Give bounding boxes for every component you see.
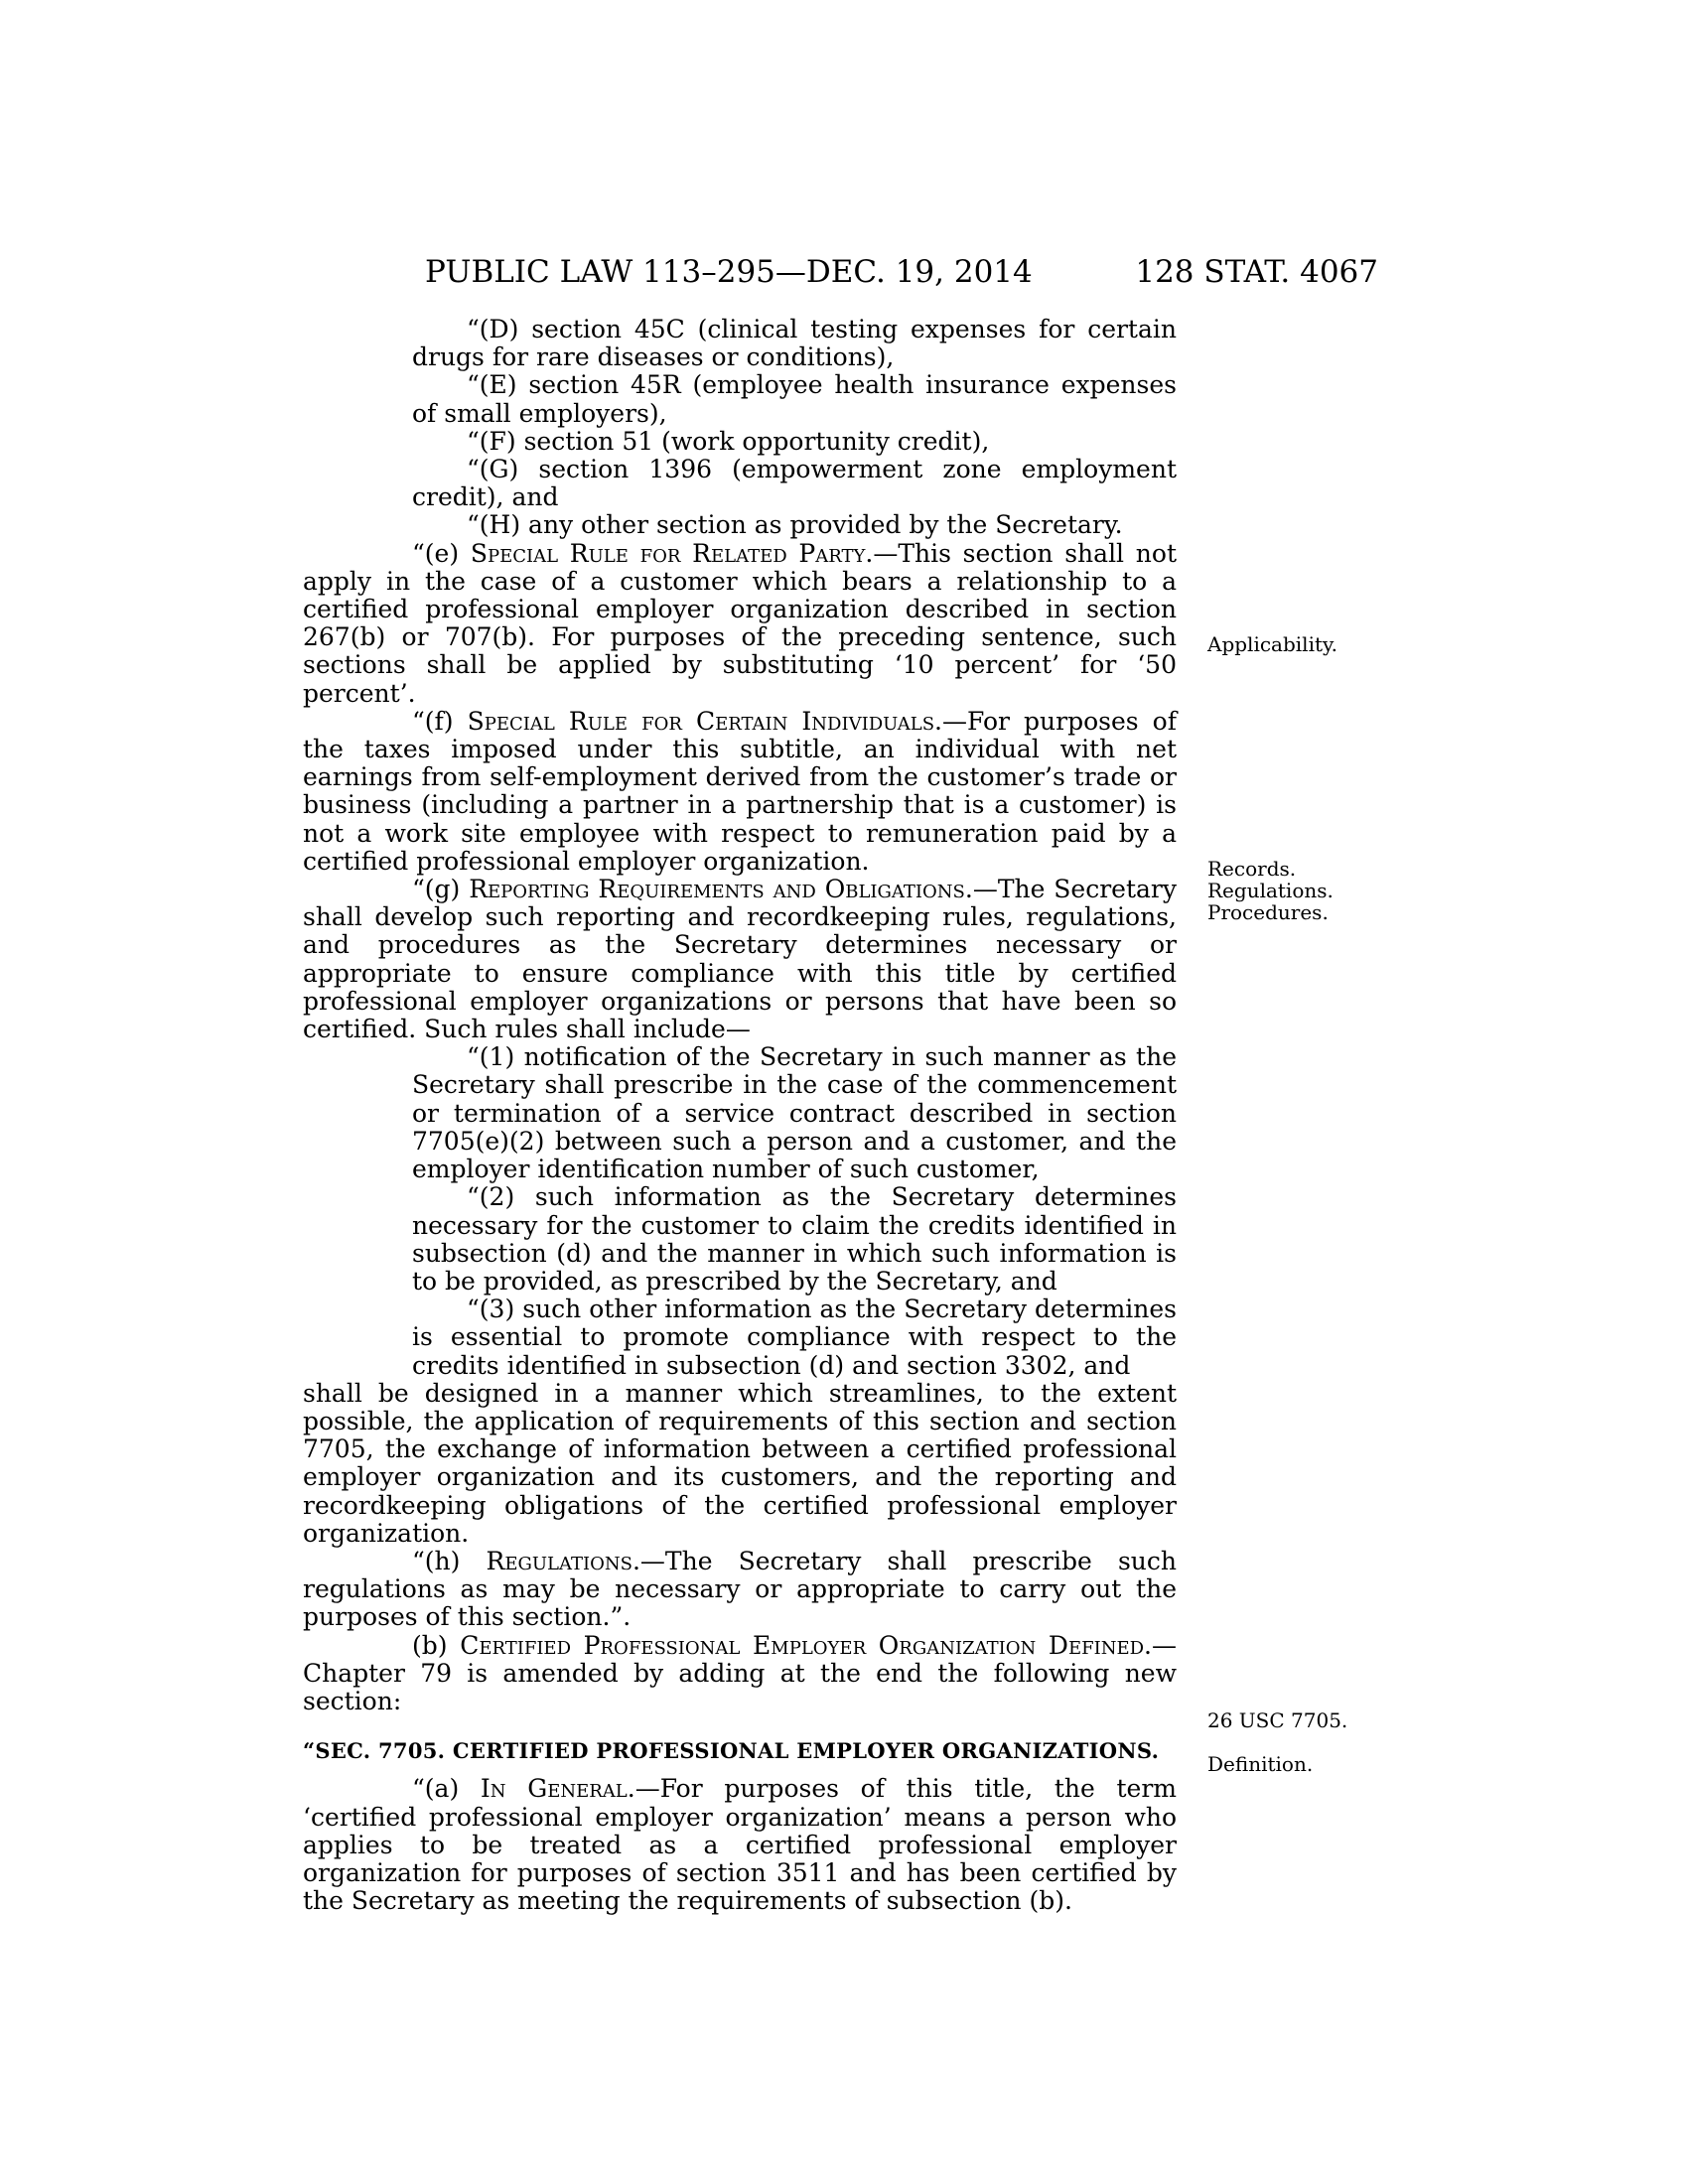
subsection-a: “(a) In General.—For purposes of this title, the term ‘certified professional employer organization’ means a person who applies to be treated as a certified professional employer organization for purposes of section 3511 and has been certified by the Secretary as meeting the requirements of subsection (b). xyxy=(303,1774,1178,1916)
subsection-e: “(e) Special Rule for Related Party.—This section shall not apply in the case of a customer which bears a relationship to a certified professional employer organization described in section 267(b) or 707(b). For purposes of the preceding sentence, such sections shall be applied by substituting ‘10 percent’ for ‘50 percent’. xyxy=(303,538,1177,708)
subsection-f: “(f) Special Rule for Certain Individuals.—For purposes of the taxes imposed under this subtitle, an individual with net earnings from self-employment derived from the customer’s trade or business (including a partner in a partnership that is a customer) is not a work site employee with respect to remuneration paid by a certified professional employer organization. xyxy=(303,706,1177,876)
law-date-header: PUBLIC LAW 113–295—DEC. 19, 2014 xyxy=(425,254,1033,290)
subsection-g: “(g) Reporting Requirements and Obligations.—The Secretary shall develop such reporting and recordkeeping rules, regulations, and procedures as the Secretary determines necessary or appropriate to ensure compliance with this title by certified professional employer organizations or persons that have been so certified. Such rules shall include— xyxy=(303,875,1177,1044)
item-h: “(H) any other section as provided by the Secretary. xyxy=(467,510,1123,540)
subsection-e-heading: Special Rule for Related Party xyxy=(470,538,866,568)
item-g: “(G) section 1396 (empowerment zone employment credit), and xyxy=(412,455,1177,512)
margin-note-regulations: Regulations. xyxy=(1207,879,1334,902)
item-f: “(F) section 51 (work opportunity credit), xyxy=(467,426,990,456)
subsection-h-heading: Regulations xyxy=(486,1546,633,1575)
subsection-f-heading: Special Rule for Certain Individuals xyxy=(467,706,935,736)
margin-note-usc: 26 USC 7705. xyxy=(1207,1708,1348,1732)
margin-note-procedures: Procedures. xyxy=(1207,900,1329,924)
subsection-g-item-2: “(2) such information as the Secretary determines necessary for the customer to claim the credits identified in subsection (d) and the manner in which such information is to be provided, as prescribed by the Secretary, and xyxy=(412,1182,1177,1296)
margin-note-applicability: Applicability. xyxy=(1207,632,1337,656)
margin-note-definition: Definition. xyxy=(1207,1752,1314,1776)
subsection-g-item-3: “(3) such other information as the Secretary determines is essential to promote compliance with respect to the credits identified in subsection (d) and section 3302, and xyxy=(412,1295,1177,1380)
subsection-g-heading: Reporting Requirements and Obligations xyxy=(469,875,965,904)
item-e: “(E) section 45R (employee health insurance expenses of small employers), xyxy=(412,370,1177,428)
subsection-b-heading: Certified Professional Employer Organization Defined xyxy=(460,1630,1145,1660)
subsection-h: “(h) Regulations.—The Secretary shall prescribe such regulations as may be necessary or appropriate to carry out the purposes of this section.”. xyxy=(303,1546,1177,1632)
document-body xyxy=(303,316,1177,1915)
item-d: “(D) section 45C (clinical testing expenses for certain drugs for rare diseases or conditions), xyxy=(412,315,1177,372)
subsection-g-item-1: “(1) notification of the Secretary in such manner as the Secretary shall prescribe in the case of the commencement or termination of a service contract described in section 7705(e)(2) between such a person and a customer, and the employer identification number of such customer, xyxy=(412,1042,1177,1184)
subsection-a-heading: In General xyxy=(480,1774,628,1804)
section-heading: “SEC. 7705. CERTIFIED PROFESSIONAL EMPLOYER ORGANIZATIONS. xyxy=(303,1738,1160,1764)
subsection-b: (b) Certified Professional Employer Organization Defined.—Chapter 79 is amended by adding at the end the following new section: xyxy=(303,1630,1177,1715)
subsection-g-tail: shall be designed in a manner which streamlines, to the extent possible, the application of requirements of this section and section 7705, the exchange of information between a certified professional employer organization and its customers, and the reporting and recordkeeping obligations of the certified professional employer organization. xyxy=(303,1378,1177,1548)
page-header xyxy=(425,252,1378,292)
margin-note-records: Records. xyxy=(1207,857,1297,881)
stat-page-number: 128 STAT. 4067 xyxy=(1135,254,1378,290)
